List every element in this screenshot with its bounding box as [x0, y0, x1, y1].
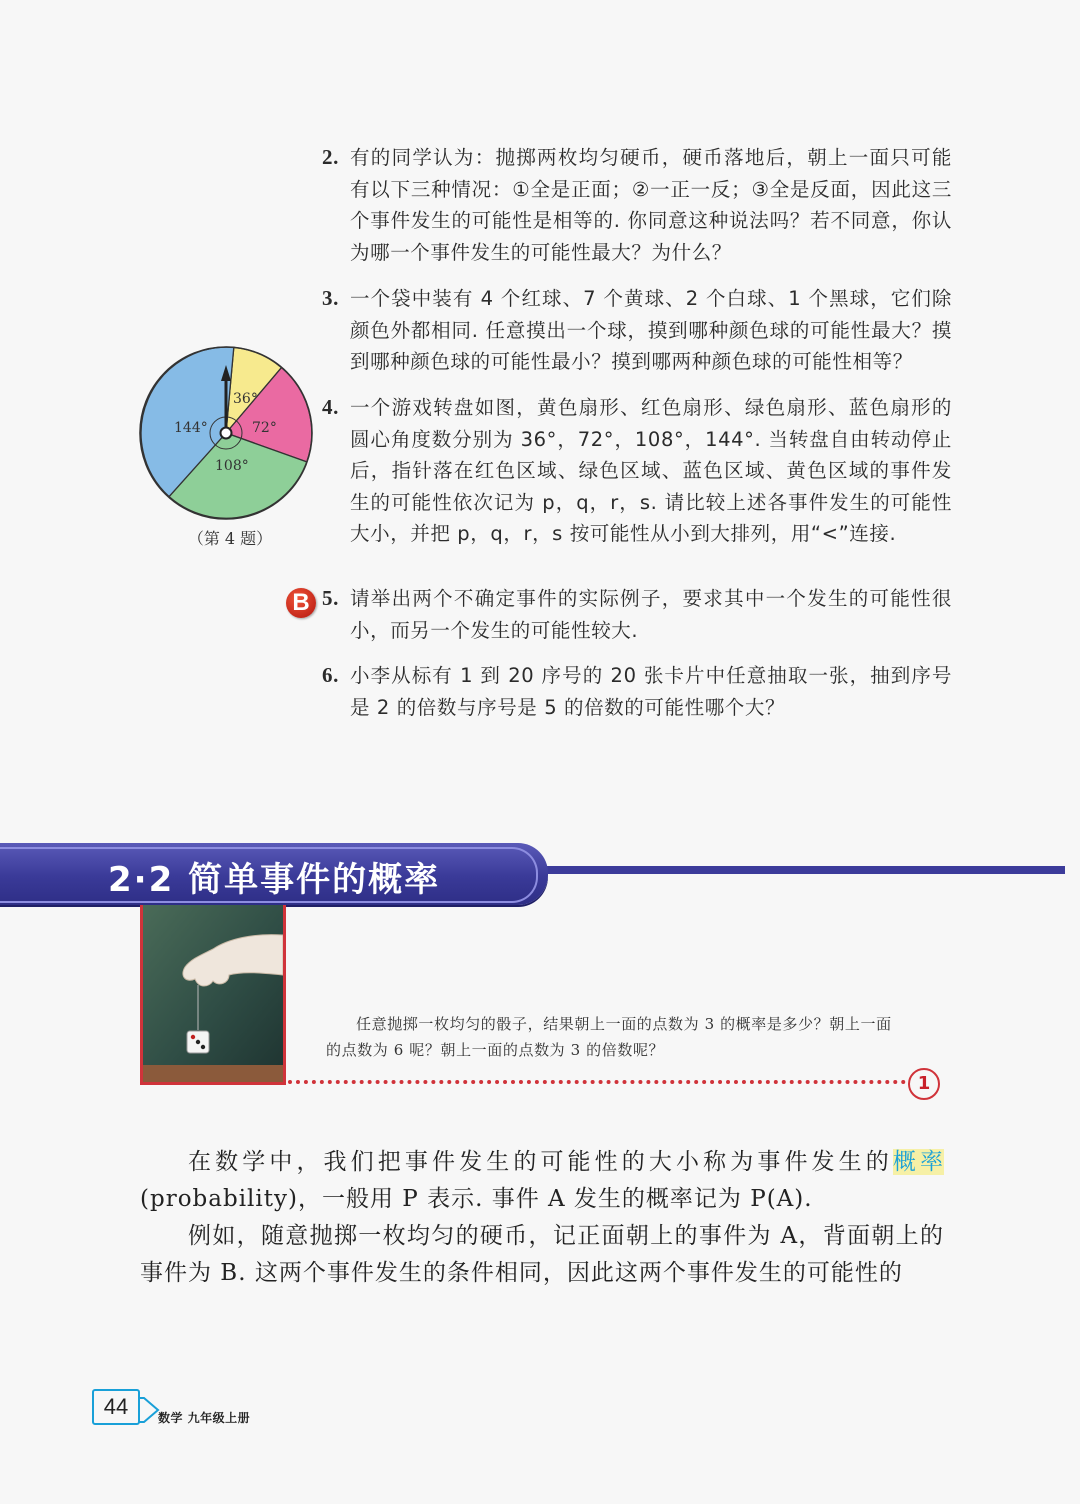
banner-rule — [540, 866, 1065, 874]
spinner-figure — [138, 345, 314, 521]
exercise-number: 4. — [322, 395, 339, 419]
exercise-number: 5. — [322, 586, 339, 610]
exercise-4 — [322, 392, 952, 550]
key-term: 概率 — [892, 1149, 945, 1175]
exercise-text: 一个袋中装有 4 个红球、7 个黄球、2 个白球、1 个黑球，它们除颜色外都相同. 任意摸出一个球，摸到哪种颜色球的可能性最大？摸到哪种颜色球的可能性最小？摸到哪两种颜色球的可能性相等？ — [350, 287, 952, 373]
label-108: 108° — [215, 458, 249, 474]
exercise-text: 一个游戏转盘如图，黄色扇形、红色扇形、绿色扇形、蓝色扇形的圆心角度数分别为 36°，72°，108°，144°. 当转盘自由转动停止后，指针落在红色区域、绿色区域、蓝色区域、黄色区域的事件发生的可能性依次记为 p，q，r，s. 请比较上述各事件发生的可能性大小，并把 p，q，r，s 按可能性从小到大排列，用“<”连接. — [350, 396, 952, 545]
level-b-badge: B — [286, 588, 316, 618]
exercise-6 — [322, 660, 952, 723]
label-144: 144° — [174, 420, 208, 436]
exercise-number: 6. — [322, 663, 339, 687]
exercise-number: 2. — [322, 145, 339, 169]
exercise-5 — [322, 583, 952, 646]
exercise-3 — [322, 283, 952, 378]
body-text-part: 在数学中，我们把事件发生的可能性的大小称为事件发生的 — [188, 1149, 893, 1175]
exercise-text: 小李从标有 1 到 20 序号的 20 张卡片中任意抽取一张，抽到序号是 2 的倍数与序号是 5 的倍数的可能性哪个大？ — [350, 664, 952, 719]
section-title: 2·2 简单事件的概率 — [108, 860, 441, 900]
body-paragraph-2: 例如，随意抛掷一枚均匀的硬币，记正面朝上的事件为 A，背面朝上的事件为 B. 这两个事件发生的条件相同，因此这两个事件发生的可能性的 — [140, 1223, 944, 1286]
exercise-text: 有的同学认为：抛掷两枚均匀硬币，硬币落地后，朝上一面只可能有以下三种情况：①全是正面；②一正一反；③全是反面，因此这三个事件发生的可能性是相等的. 你同意这种说法吗？若不同意，你认为哪一个事件发生的可能性最大？为什么？ — [350, 146, 952, 264]
book-title: 数学 九年级上册 — [158, 1411, 251, 1425]
dotted-rule — [288, 1080, 906, 1084]
body-text-part: (probability)，一般用 P 表示. 事件 A 发生的概率记为 P(A). — [140, 1186, 813, 1212]
exercise-text: 请举出两个不确定事件的实际例子，要求其中一个发生的可能性很小，而另一个发生的可能性较大. — [350, 587, 952, 642]
exercise-2 — [322, 142, 952, 268]
question-marker: 1 — [908, 1068, 940, 1100]
dice-photo — [140, 905, 286, 1085]
page-number: 44 — [92, 1389, 140, 1425]
exercise-number: 3. — [322, 286, 339, 310]
body-paragraph-1 — [140, 1144, 944, 1218]
intro-question: 任意抛掷一枚均匀的骰子，结果朝上一面的点数为 3 的概率是多少？朝上一面的点数为 6 呢？朝上一面的点数为 3 的倍数呢？ — [326, 1015, 892, 1059]
label-72: 72° — [252, 420, 277, 436]
label-36: 36° — [233, 391, 258, 407]
figure-caption: （第 4 题） — [187, 529, 273, 548]
